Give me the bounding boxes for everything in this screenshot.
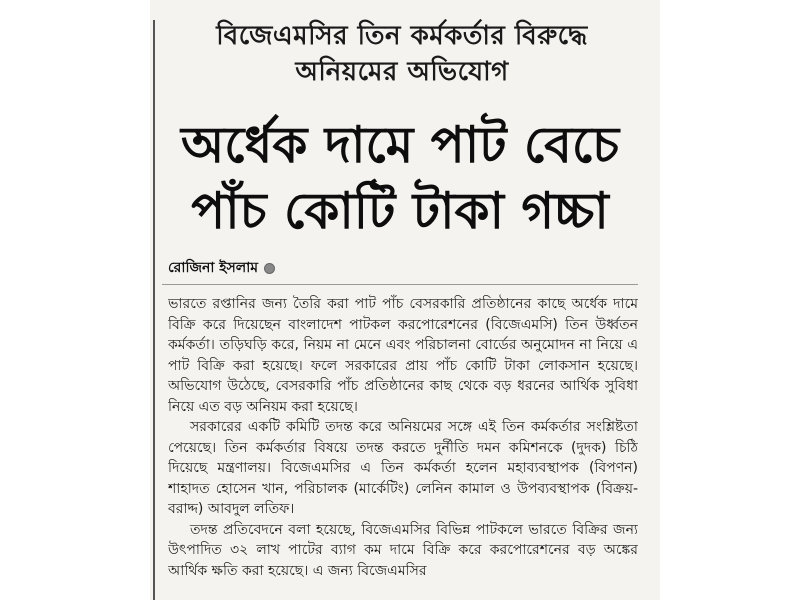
article-body [168,294,638,600]
headline-line-1: অর্ধেক দামে পাট বেচে [180,116,620,174]
kicker-line-2: অনিয়মের অভিযোগ [295,57,509,87]
headline-line-2: পাঁচ কোটি টাকা গচ্চা [191,182,609,240]
column-rule [153,20,155,600]
paragraph: ভারতে রপ্তানির জন্য তৈরি করা পাট পাঁচ বেসরকারি প্রতিষ্ঠানের কাছে অর্ধেক দামে বিক্রি করে দিয়েছেন বাংলাদেশ পাটকল করপোরেশনের (বিজেএমসি) তিন উর্ধ্বতন কর্মকর্তা। তড়িঘড়ি করে, নিয়ম না মেনে এবং পরিচালনা বোর্ডের অনুমোদন না নিয়ে এ পাট বিক্রি করা হয়েছে। ফলে সরকারের প্রায় পাঁচ কোটি টাকা লোকসান হয়েছে। অভিযোগ উঠেছে, বেসরকারি পাঁচ প্রতিষ্ঠানের কাছ থেকে বড় ধরনের আর্থিক সুবিধা নিয়ে এত বড় অনিয়ম করা হয়েছে। [168,296,638,415]
byline [168,258,275,278]
kicker [172,18,632,90]
kicker-line-1: বিজেএমসির তিন কর্মকর্তার বিরুদ্ধে [216,21,588,51]
paragraph: তদন্ত প্রতিবেদনে বলা হয়েছে, বিজেএমসির বিভিন্ন পাটকলে ভারতে বিক্রির জন্য উৎপাদিত ৩২ লাখ পাটের ব্যাগ কম দামে বিক্রি করে করপোরেশনের বড় অঙ্কের আর্থিক ক্ষতি করা হয়েছে। এ জন্য বিজেএমসির [168,521,638,579]
paragraph: সরকারের একটি কমিটি তদন্ত করে অনিয়মের সঙ্গে এই তিন কর্মকর্তার সংশ্লিষ্টতা পেয়েছে। তিন কর্মকর্তার বিষয়ে তদন্ত করতে দুর্নীতি দমন কমিশনকে (দুদক) চিঠি দিয়েছে মন্ত্রণালয়। বিজেএমসির এ তিন কর্মকর্তা হলেন মহাব্যবস্থাপক (বিপণন) শাহাদত হোসেন খান, পরিচালক (মার্কেটিং) লেনিন কামাল ও উপব্যবস্থাপক (বিক্রয়-বরাদ্দ) আবদুল লতিফ। [168,419,638,517]
byline-author: রোজিনা ইসলাম [168,260,259,276]
headline [160,112,640,244]
bullet-icon [264,263,275,274]
divider [162,284,638,285]
